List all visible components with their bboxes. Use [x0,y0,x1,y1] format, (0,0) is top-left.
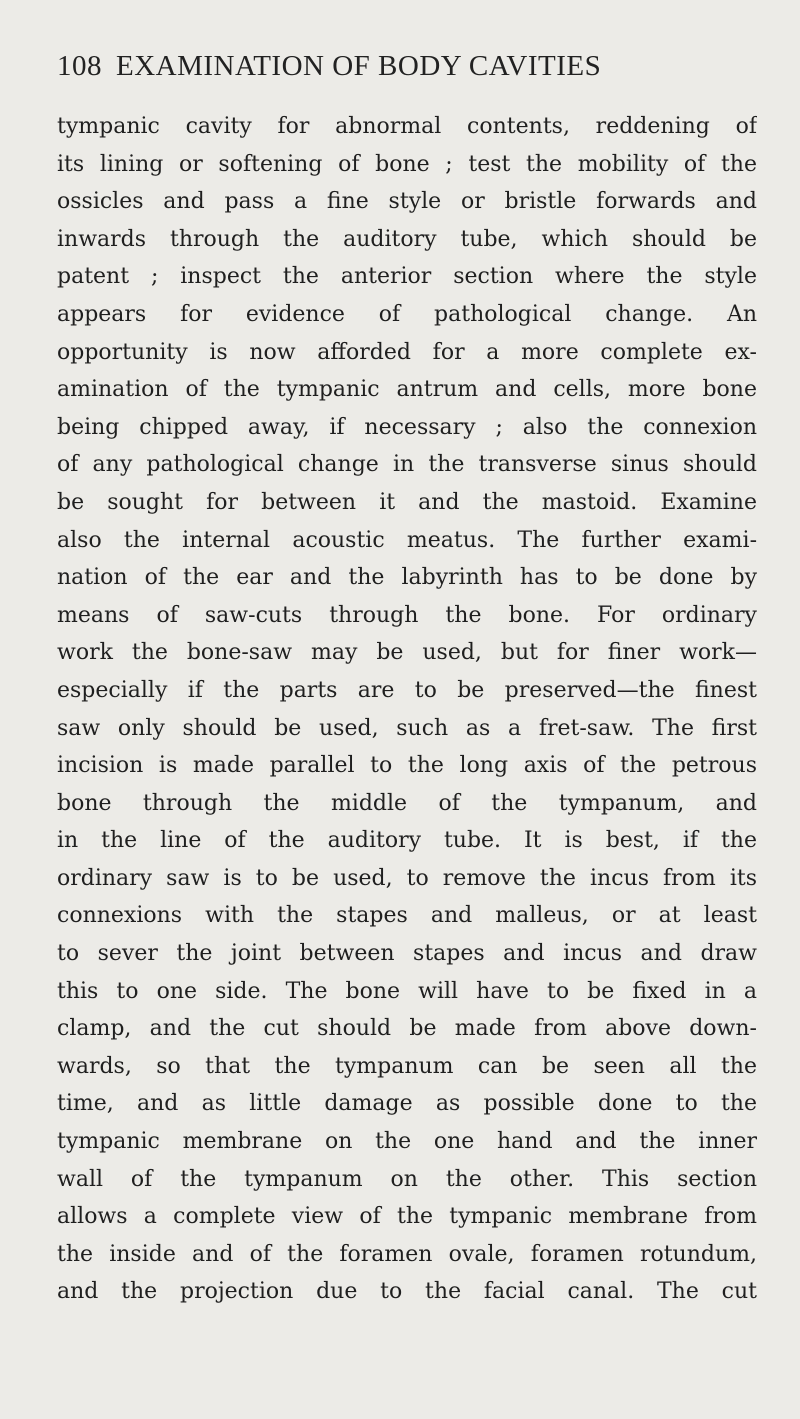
text-line: of any pathological change in the transverse sinus should [57,452,757,478]
text-line: connexions with the stapes and malleus, or at least [57,903,757,929]
running-head [57,50,757,90]
text-line: time, and as little damage as possible done to the [57,1091,757,1117]
body-paragraph [57,108,757,1311]
running-title: EXAMINATION OF BODY CAVITIES [116,50,602,82]
text-line: in the line of the auditory tube. It is best, if the [57,828,757,854]
text-line: wards, so that the tympanum can be seen all the [57,1053,757,1079]
text-line: and the projection due to the facial canal. The cut [57,1279,757,1305]
text-line: saw only should be used, such as a fret-saw. The first [57,715,757,741]
text-line: wall of the tympanum on the other. This section [57,1166,757,1192]
text-line: its lining or softening of bone ; test the mobility of the [57,151,757,177]
text-line: incision is made parallel to the long axis of the petrous [57,753,757,779]
text-line: appears for evidence of pathological change. An [57,301,757,327]
text-line: the inside and of the foramen ovale, foramen rotundum, [57,1241,757,1267]
text-line: opportunity is now afforded for a more complete ex- [57,339,757,365]
text-line: this to one side. The bone will have to be fixed in a [57,978,757,1004]
text-line: bone through the middle of the tympanum, and [57,790,757,816]
text-line: tympanic membrane on the one hand and the inner [57,1129,757,1155]
text-line: especially if the parts are to be preserved—the finest [57,677,757,703]
text-line: ordinary saw is to be used, to remove the incus from its [57,865,757,891]
text-line: tympanic cavity for abnormal contents, reddening of [57,114,757,139]
text-line: also the internal acoustic meatus. The further exami- [57,527,757,553]
text-line: patent ; inspect the anterior section where the style [57,264,757,290]
text-line: inwards through the auditory tube, which should be [57,226,757,252]
text-line: means of saw-cuts through the bone. For ordinary [57,602,757,628]
text-line: work the bone-saw may be used, but for finer work— [57,640,757,666]
text-line: be sought for between it and the mastoid. Examine [57,489,757,515]
text-line: allows a complete view of the tympanic membrane from [57,1204,757,1230]
text-line: to sever the joint between stapes and incus and draw [57,941,757,967]
text-line: clamp, and the cut should be made from above down- [57,1016,757,1042]
text-line: amination of the tympanic antrum and cells, more bone [57,377,757,403]
text-line: being chipped away, if necessary ; also the connexion [57,414,757,440]
page-number: 108 [57,50,102,82]
text-line: ossicles and pass a fine style or bristle forwards and [57,189,757,215]
text-line: nation of the ear and the labyrinth has to be done by [57,565,757,591]
